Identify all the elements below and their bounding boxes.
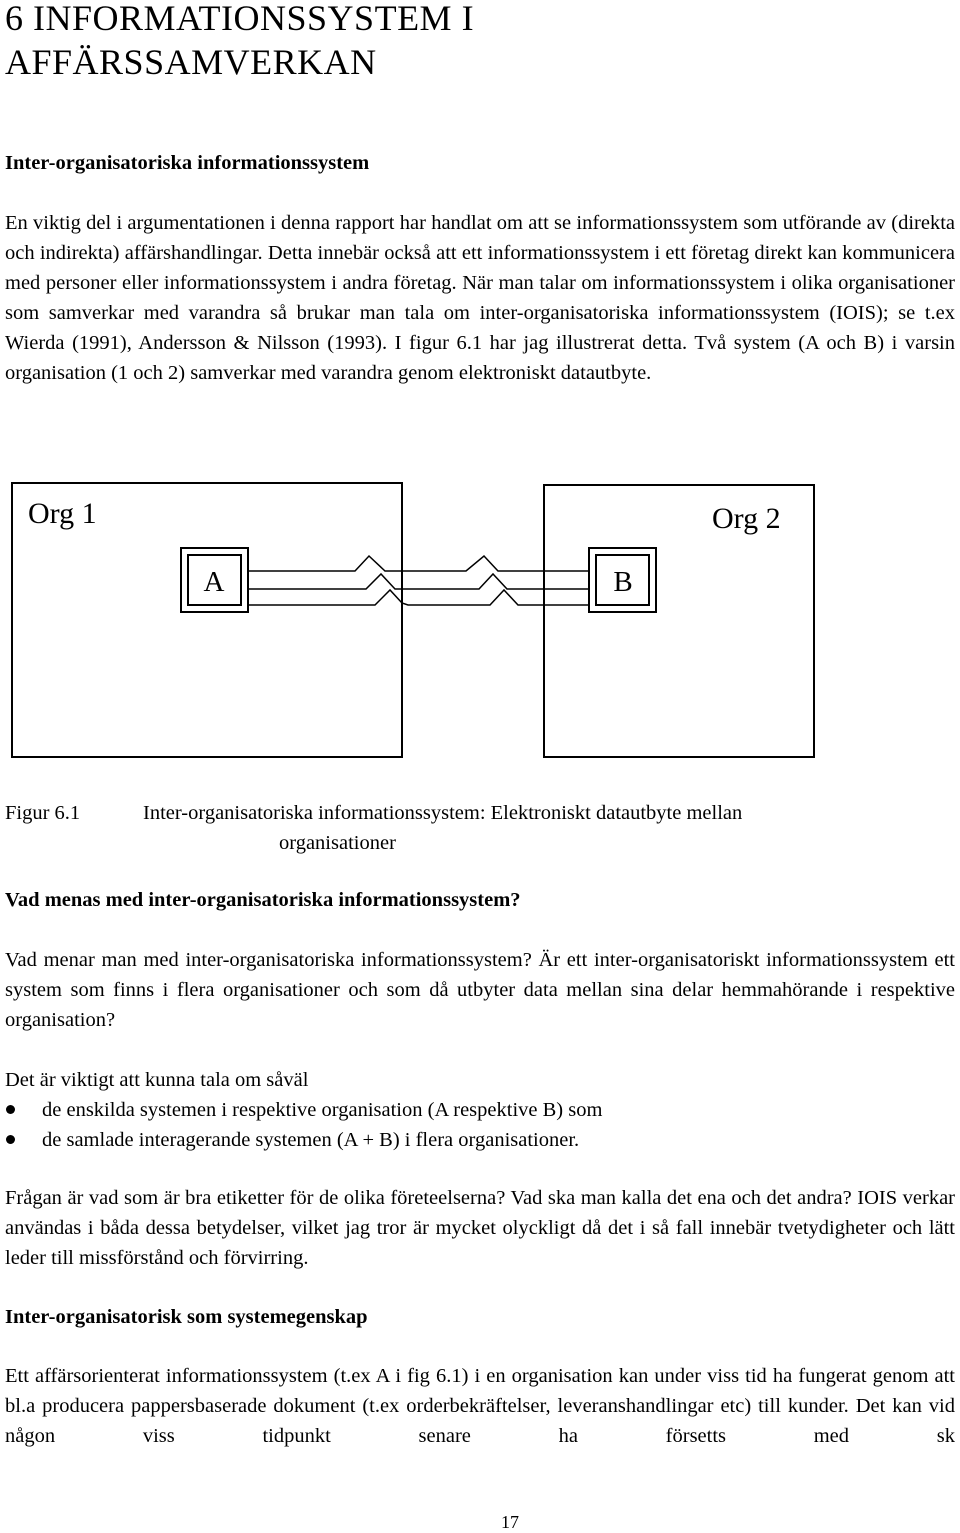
list-item-text: de samlade interagerande systemen (A + B) i flera organisationer. xyxy=(42,1129,580,1151)
system-b-label: B xyxy=(613,566,633,598)
section-heading-system-property: Inter-organisatorisk som systemegenskap xyxy=(5,1306,368,1328)
list-item-text: de enskilda systemen i respektive organisation (A respektive B) som xyxy=(42,1099,603,1121)
list-item xyxy=(5,1125,602,1155)
edi-line-1 xyxy=(248,556,589,571)
iois-diagram xyxy=(11,478,817,760)
org2-label: Org 2 xyxy=(712,502,781,535)
important-paragraph: Det är viktigt att kunna tala om såväl xyxy=(5,1069,309,1091)
figure-iois-diagram xyxy=(11,478,817,760)
figure-caption-line1: Inter-organisatoriska informationssystem: Elektroniskt datautbyte mellan xyxy=(143,802,743,824)
org1-label: Org 1 xyxy=(28,497,97,530)
system-a-label: A xyxy=(203,566,225,598)
bullet-icon xyxy=(6,1135,15,1144)
page-number: 17 xyxy=(501,1512,519,1532)
edi-connection-lines xyxy=(248,556,589,605)
edi-line-2 xyxy=(248,574,589,589)
bullet-list xyxy=(5,1095,602,1155)
chapter-title-line2: AFFÄRSSAMVERKAN xyxy=(5,42,377,82)
edi-line-3 xyxy=(248,590,589,605)
list-item xyxy=(5,1095,602,1125)
meaning-paragraph: Vad menar man med inter-organisatoriska informationssystem? Är ett inter-organisatoriskt informationssystem ett system som finns i flera organisationer och som då utbyter data mellan sina delar hemmahörande i respektive organisation? xyxy=(5,949,955,1031)
section-heading-meaning: Vad menas med inter-organisatoriska informationssystem? xyxy=(5,889,521,911)
intro-paragraph: En viktig del i argumentationen i denna rapport har handlat om att se informationssystem som utförande av (direkta och indirekta) affärshandlingar. Detta innebär också att ett informationssystem i ett företag direkt kan kommunicera med personer eller informationssystem i andra företag. När man talar om informationssystem i olika organisationer som samverkar med varandra så brukar man tala om inter-organisatoriska informationssystem (IOIS); se t.ex Wierda (1991), Andersson & Nilsson (1993). I figur 6.1 har jag illustrerat detta. Två system (A och B) i varsin organisation (1 och 2) samverkar med varandra genom elektroniskt datautbyte. xyxy=(5,212,955,384)
figure-caption-label: Figur 6.1 xyxy=(5,802,81,824)
section-heading-iois: Inter-organisatoriska informationssystem xyxy=(5,152,370,174)
chapter-title xyxy=(5,0,474,84)
chapter-title-line1: 6 INFORMATIONSSYSTEM I xyxy=(5,0,475,38)
labels-paragraph: Frågan är vad som är bra etiketter för de olika företeelserna? Vad ska man kalla det ena och det andra? IOIS verkar användas i båda dessa betydelser, vilket jag tror är mycket olyckligt då det i så fall innebär tvetydigheter och lätt leder till missförstånd och förvirring. xyxy=(5,1187,955,1269)
figure-caption-line2: organisationer xyxy=(279,832,396,854)
figure-caption-text xyxy=(143,798,903,858)
system-property-paragraph: Ett affärsorienterat informationssystem (t.ex A i fig 6.1) i en organisation kan under viss tid ha fungerat genom att bl.a producera pappersbaserade dokument (t.ex orderbekräftelser, leveranshandlingar etc) till kunder. Det kan vid någon viss tidpunkt senare ha försetts med sk xyxy=(5,1365,955,1447)
bullet-icon xyxy=(6,1105,15,1114)
